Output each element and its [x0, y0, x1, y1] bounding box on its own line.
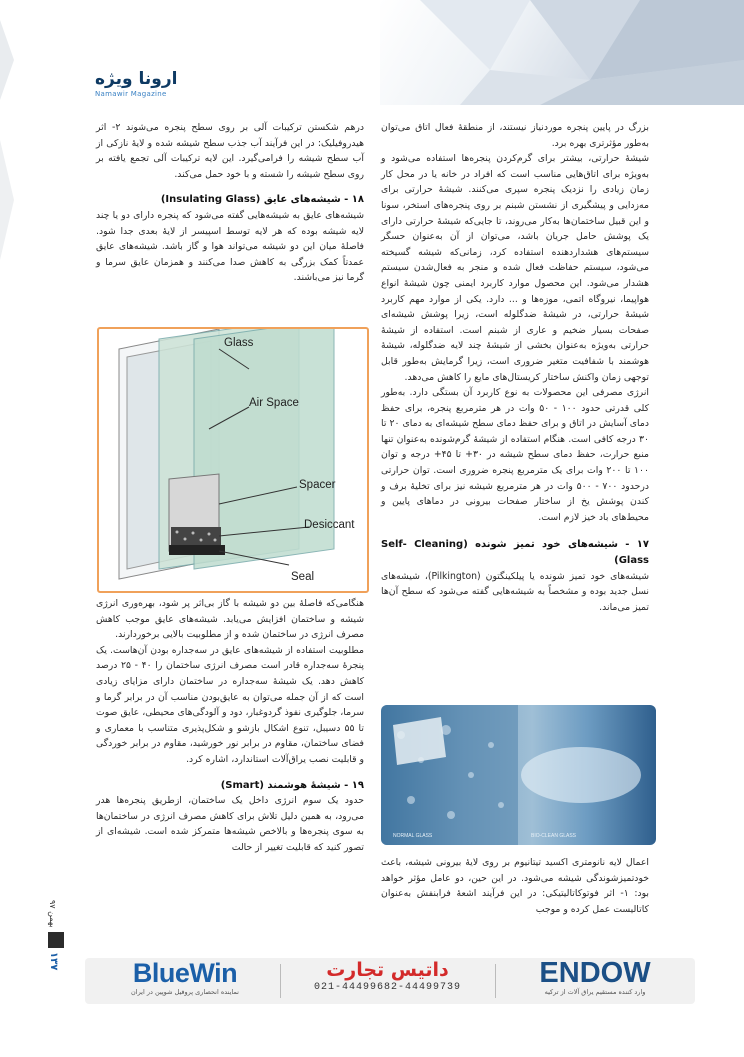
photo-label-bio-clean: BIO-CLEAN GLASS	[531, 833, 577, 839]
logo-title: ارونا ویژه	[95, 69, 178, 89]
label-seal: Seal	[291, 571, 315, 583]
insulating-glass-diagram	[99, 329, 367, 591]
label-glass: Glass	[224, 337, 254, 349]
logo-subtitle: Namawir Magazine	[95, 90, 167, 98]
ad-endow-title: ENDOW	[539, 957, 651, 989]
ad-divider	[280, 964, 281, 998]
insulating-glass-figure	[97, 327, 369, 593]
page-number: ۱۳۷	[48, 951, 59, 971]
left-column-top	[96, 120, 364, 286]
page-number-block	[48, 900, 70, 1000]
paragraph: انرژی مصرفی این محصولات به نوع کاربرد آن بستگی دارد. به‌طور کلی قدرتی حدود ۱۰۰ - ۵۰ وات در هر مترمربع پنجره، برای حفظ دمای آسایش در اتاق و برای حفظ دمای سطح شیشه‌ای به دمای ۲۰ تا ۳۰ درجه کافی است. هنگام استفاده از شیشهٔ گرم‌شونده به‌عنوان تنها منبع حرارت، حفظ دمای سطح شیشه در ۳۰+ تا ۴۵+ درجه و توان ۱۰۰ تا ۲۰۰ وات برای یک مترمربع پنجره ضروری است. توان حرارتی درحدود ۷۰۰ - ۵۰۰ وات در هر مترمربع شیشه نیز برای تخلیهٔ برف و کندن پوشش یخ از ساختار صفحات بیرونی در دماهای پایین و محیط‌های باد خیز لازم است.	[381, 387, 650, 523]
header-crystal-graphic	[380, 0, 744, 105]
ad-endow[interactable]	[505, 958, 685, 1004]
ad-datis-title: داتیس تجارت	[326, 959, 449, 981]
right-column-bottom	[381, 855, 649, 917]
side-strip	[0, 0, 14, 1053]
ad-bluewin-title: BlueWin	[132, 958, 238, 988]
ad-bluewin[interactable]	[95, 958, 275, 1004]
paragraph: هنگامی‌که فاصلهٔ بین دو شیشه با گاز بی‌اثر پر شود، بهره‌وری انرژی شیشه و ساختمان افزایش می‌یابد. شیشه‌های عایق موجب کاهش مصرف انرژی در ساختمان شده و از مطلوبیت بالایی برخوردارند.	[96, 598, 364, 641]
paragraph: حدود یک سوم انرژی داخل یک ساختمان، ازطریق پنجره‌ها هدر می‌رود، به همین دلیل تلاش برای کاهش مصرف انرژی در ساختمان‌ها به سوی پنجره‌ها و بالاخص شیشه‌ها متمرکز شده است. شیشه‌ای از تصور کنید که قابلیت تغییر از حالت	[96, 795, 364, 853]
paragraph: درهم شکستن ترکیبات آلی بر روی سطح پنجره می‌شوند ۲- اثر هیدروفیلیک: در این فرآیند آب جذب سطح شیشه شده و لایهٔ نازکی از آب سطح شیشه را فرامی‌گیرد. این لایه ترکیبات آلی تجمع یافته بر روی سطح شیشه را شسته و با خود حمل می‌کند.	[96, 122, 364, 180]
self-cleaning-glass-photo	[381, 705, 656, 845]
page-month: بهمن ۹۷	[48, 900, 57, 928]
ad-divider	[495, 964, 496, 998]
paragraph: مطلوبیت استفاده از شیشه‌های عایق در سه‌جداره بودن آن‌هاست. یک پنجرهٔ سه‌جداره قادر است مصرف انرژی ساختمان را ۴۰ - ۲۵ درصد کاهش دهد. یک شیشهٔ سه‌جداره در ساختمان دارای مزایای زیادی است که از آن جمله می‌توان به عایق‌بودن مناسب آن در برابر گرما و سرما، جلوگیری نفوذ گردوغبار، دود و آلودگی‌های محیطی، عایق صوت تا ۵۵ دسیبل، تنوع اشکال بازشو و شکل‌پذیری متناسب با معماری و فضای ساختمان، مقاوم در برابر نور خورشید، مقاوم در برابر خوردگی و قابلیت نصب یراق‌آلات استاندارد، اشاره کرد.	[96, 644, 365, 765]
paragraph: بزرگ در پایین پنجره موردنیاز نیستند، از منطقهٔ فعال اتاق می‌توان به‌طور مؤثرتری بهره برد.	[381, 122, 649, 149]
header-background	[380, 0, 744, 105]
label-spacer: Spacer	[299, 479, 336, 491]
ad-endow-subtitle: وارد کننده مستقیم یراق آلات از ترکیه	[544, 988, 646, 996]
paragraph: شیشه‌های عایق به شیشه‌هایی گفته می‌شود که پنجره دارای دو یا چند لایه شیشه بوده که هر لایه توسط اسپیسر از لایهٔ بعدی جدا شود. فاصلهٔ میان این دو شیشه می‌تواند هوا و گاز باشد. شیشه‌های عایق عمدتاً کمک بزرگی به کاهش صدا می‌کنند و همزمان عایق سرما و گرما نیز می‌باشند.	[96, 209, 364, 284]
ad-bluewin-subtitle: نماینده انحصاری پروفیل شوپین در ایران	[131, 988, 239, 996]
section-heading-17: ۱۷ - شیشه‌های خود تمیز شونده (Self- Cleaning Glass)	[381, 539, 649, 567]
section-heading-18: ۱۸ - شیشه‌های عایق (Insulating Glass)	[160, 194, 364, 206]
right-column	[381, 120, 649, 615]
paragraph: اعمال لایه نانومتری اکسید تیتانیوم بر روی لایهٔ بیرونی شیشه، باعث خودتمیزشوندگی شیشه می‌شود. در این حین، دو عامل مؤثر خواهد بود: ۱- اثر فوتوکاتالیتیکی: در این فرآیند اشعهٔ فرابنفش به‌عنوان کاتالیست عمل کرده و موجب	[381, 857, 649, 915]
photo-label-normal: NORMAL GLASS	[393, 833, 433, 839]
page-logo-icon	[48, 932, 64, 948]
section-heading-19: ۱۹ - شیشهٔ هوشمند (Smart)	[220, 779, 364, 791]
label-air-space: Air Space	[249, 397, 299, 409]
paragraph: شیشه‌های خود تمیز شونده یا پیلکینگتون (Pilkington)، شیشه‌های نسل جدید بوده و مشخصاً به شیشه‌هایی گفته می‌شود که سطح آن‌ها تمیز می‌ماند.	[381, 570, 649, 613]
left-column-bottom	[96, 596, 364, 856]
paragraph: شیشهٔ حرارتی، بیشتر برای گرم‌کردن پنجره‌ها استفاده می‌شود و به‌ویژه برای اتاق‌هایی مناسب است که افراد در خانه یا در محل کار زمان زیادی را نزدیک پنجره سپری می‌کنند. شیشهٔ حرارتی برای مه‌زدایی و پیشگیری از نشستن شبنم بر روی پنجره‌های استخر، سونا و این قبیل ساختمان‌ها به‌کار می‌روند، تا جایی‌که شیشهٔ حرارتی دارای یک پوشش حامل جریان باشد، می‌توان از آن به‌عنوان حسگر سیستم‌های هشداردهنده استفاده کرد، زمانی‌که شیشه گسیخته می‌شود، سیستم حفاظت فعال شده و منجر به فعال‌شدن سیستم هشدار می‌شود. این محصول موارد کاربرد ایمنی چون شیشهٔ انواع هواپیما، نیروگاه اتمی، موزه‌ها و ... دارد. یکی از موارد مهم کاربرد شیشهٔ حرارتی، در شیشهٔ ضدگلوله است، زیرا پوشش شیشه‌ای صفحات بسیار ضخیم و عاری از شبنم است. استفاده از شیشهٔ حرارتی به‌ویژه به‌عنوان بخشی از شیشهٔ چند لایه ضدگلوله، شیشهٔ هوشمند با شفافیت متغیر ضروری است، زیرا گرمایش به‌طور قابل توجهی زمان واکنش ساختار کریستال‌های مایع را کاهش می‌دهد.	[381, 153, 649, 383]
magazine-logo[interactable]	[95, 70, 205, 100]
ad-datis[interactable]	[290, 958, 485, 1004]
ad-datis-phone: 021-44499682-44499739	[313, 982, 462, 993]
advertisement-bar	[85, 958, 695, 1004]
label-desiccant: Desiccant	[304, 519, 355, 531]
